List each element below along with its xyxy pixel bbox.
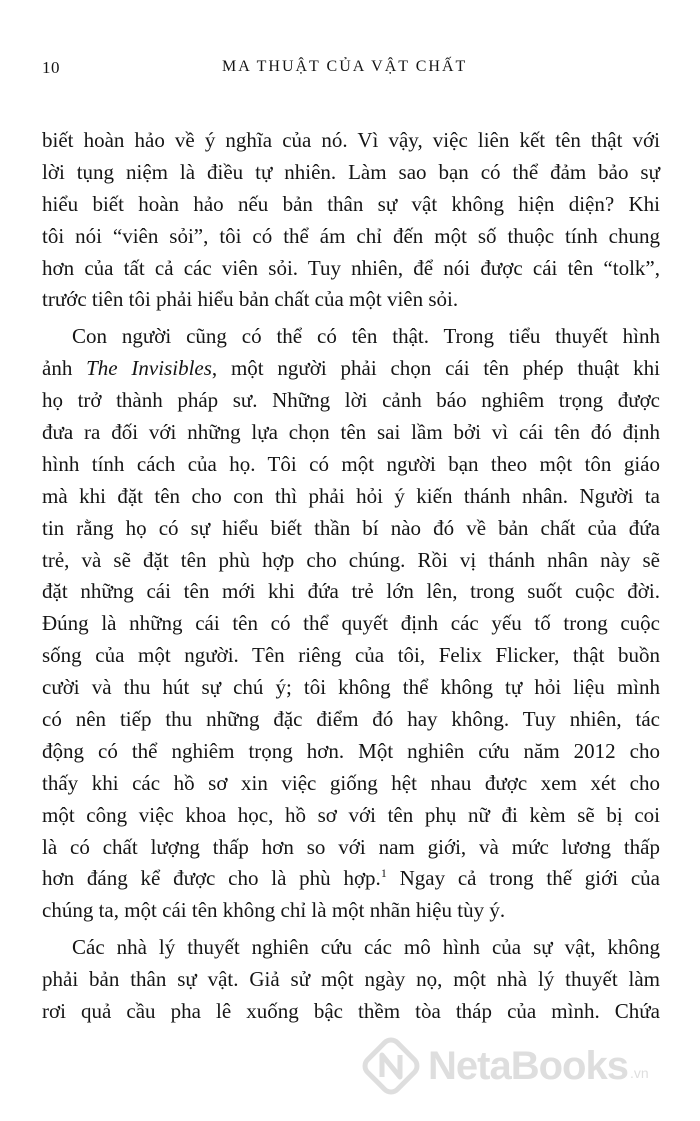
footnote-marker[interactable]: 1: [380, 866, 387, 881]
text-line: chúng ta, một cái tên không chỉ là một nhãn hiệu tùy ý.: [42, 898, 506, 923]
paragraph-1: [42, 125, 660, 316]
text-line: đưa ra đối với những lựa chọn tên sai lầm bởi vì cái tên đó định: [42, 420, 660, 445]
text-line: hơn của tất cả các viên sỏi. Tuy nhiên, để nói được cái tên “tolk”,: [42, 255, 660, 280]
text-segment: , một người phải chọn cái tên phép thuật khi: [211, 356, 661, 381]
text-line: mà khi đặt tên cho con thì phải hỏi ý kiến thánh nhân. Người ta: [42, 483, 660, 508]
text-line: thấy khi các hồ sơ xin việc giống hệt nhau được xem xét cho: [42, 770, 660, 795]
text-line: lời tụng niệm là điều tự nhiên. Làm sao bạn có thể đảm bảo sự: [42, 159, 660, 184]
text-line: Đúng là những cái tên có thể quyết định các yếu tố trong cuộc: [42, 611, 660, 636]
text-line: Các nhà lý thuyết nghiên cứu các mô hình của sự vật, không: [72, 935, 660, 960]
text-line: là có chất lượng thấp hơn so với nam giới, và mức lương thấp: [42, 834, 660, 859]
text-line: đặt những cái tên mới khi đứa trẻ lớn lên, trong suốt cuộc đời.: [42, 579, 660, 604]
text-line: rơi quả cầu pha lê xuống bậc thềm tòa tháp của mình. Chứa: [42, 999, 660, 1024]
body-text: [42, 125, 660, 1028]
text-line: hình tính cách của họ. Tôi có một người bạn theo một tôn giáo: [42, 451, 660, 476]
text-segment: ảnh: [42, 356, 87, 381]
text-line: có nên tiếp thu những đặc điểm đó hay không. Tuy nhiên, tác: [42, 707, 660, 732]
running-title: MA THUẬT CỦA VẬT CHẤT: [222, 58, 468, 75]
paragraph-3: [42, 932, 660, 1028]
text-line: phải bản thân sự vật. Giả sử một ngày nọ, một nhà lý thuyết làm: [42, 967, 660, 992]
text-line: động có thể nghiêm trọng hơn. Một nghiên cứu năm 2012 cho: [42, 738, 660, 763]
text-line: hiểu biết hoàn hảo nếu bản thân sự vật không hiện diện? Khi: [42, 191, 660, 216]
text-line: cười và thu hút sự chú ý; tôi không thể không tự hỏi liệu mình: [42, 675, 660, 700]
text-line: [42, 353, 660, 385]
watermark: [362, 1037, 649, 1095]
paragraph-2: [42, 321, 660, 927]
page-number: 10: [42, 58, 60, 77]
text-line: biết hoàn hảo về ý nghĩa của nó. Vì vậy, việc liên kết tên thật với: [42, 128, 660, 152]
text-line: họ trở thành pháp sư. Những lời cảnh báo nghiêm trọng được: [42, 388, 660, 413]
text-line: Con người cũng có thể có tên thật. Trong tiểu thuyết hình: [72, 324, 660, 349]
text-line: một công việc khoa học, hồ sơ với tên phụ nữ đi kèm sẽ bị coi: [42, 802, 660, 827]
watermark-suffix: .vn: [629, 1065, 649, 1081]
text-line: trẻ, và sẽ đặt tên phù hợp cho chúng. Rồi vị thánh nhân này sẽ: [42, 547, 660, 572]
text-line: [42, 863, 660, 895]
text-segment: hơn đáng kể được cho là phù hợp.: [42, 866, 381, 891]
book-title: The Invisibles: [86, 356, 212, 381]
text-segment: Ngay cả trong thế giới của: [386, 866, 660, 891]
text-line: sống của một người. Tên riêng của tôi, Felix Flicker, thật buồn: [42, 643, 660, 668]
netabooks-logo-icon: [362, 1037, 420, 1095]
text-line: tin rằng họ có sự hiểu biết thần bí nào đó về bản chất của đứa: [42, 515, 660, 540]
watermark-brand: NetaBooks: [428, 1043, 628, 1088]
text-line: tôi nói “viên sỏi”, tôi có thể ám chỉ đến một số thuộc tính chung: [42, 223, 660, 248]
text-line: trước tiên tôi phải hiểu bản chất của một viên sỏi.: [42, 287, 459, 312]
